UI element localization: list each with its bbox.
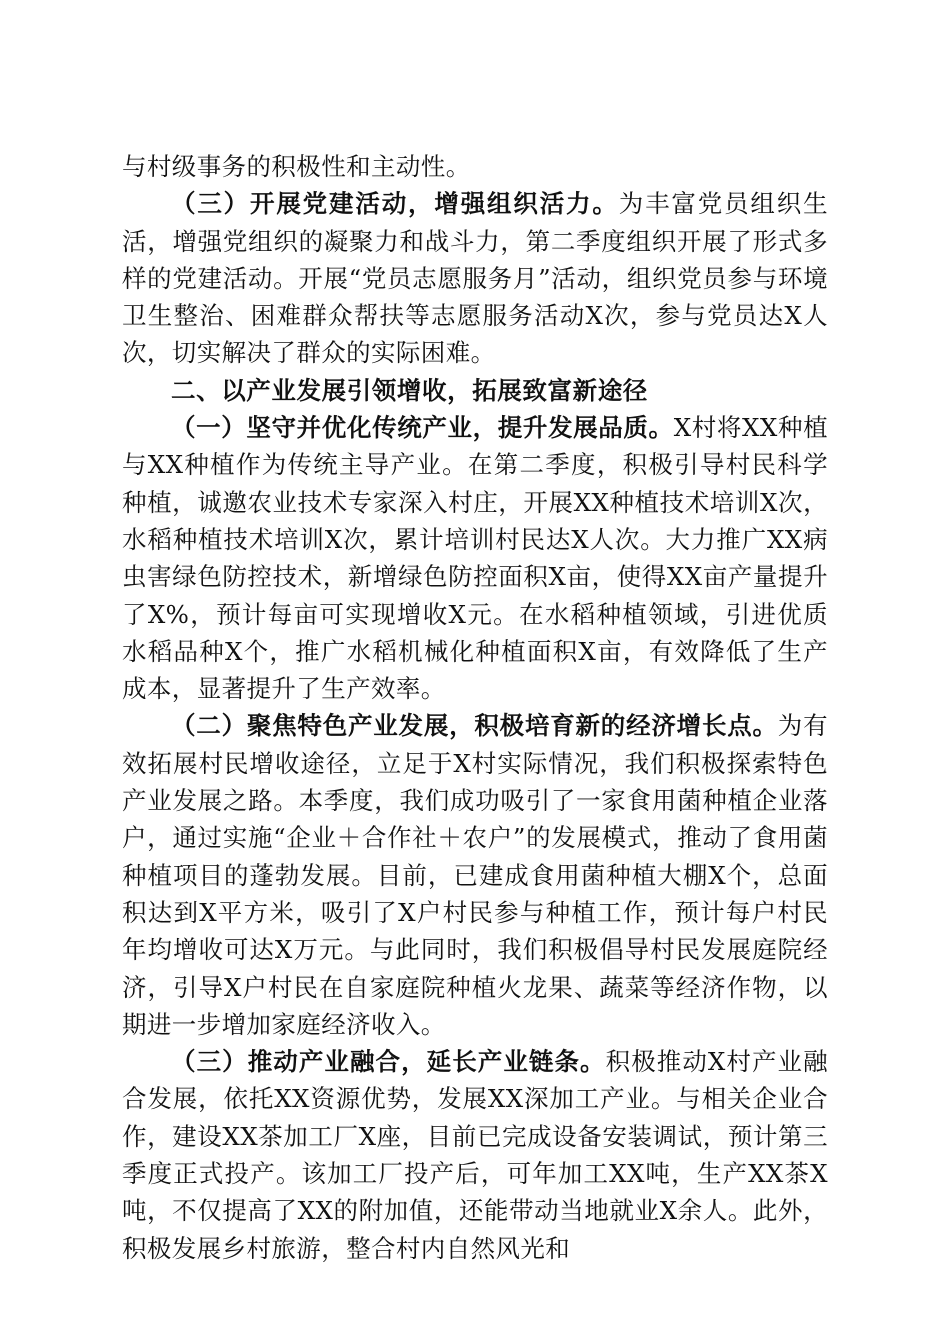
paragraph-body: 为有效拓展村民增收途径，立足于X村实际情况，我们积极探索特色产业发展之路。本季度，我们成功吸引了一家食用菌种植企业落户，通过实施“企业＋合作社＋农户”的发展模式，推动了食用菌种植项目的蓬勃发展。目前，已建成食用菌种植大棚X个，总面积达到X平方米，吸引了X户村民参与种植工作，预计每户村民年均增收可达X万元。与此同时，我们积极倡导村民发展庭院经济，引导X户村民在自家庭院种植火龙果、蔬菜等经济作物，以期进一步增加家庭经济收入。 (122, 711, 828, 1039)
section-heading: 二、以产业发展引领增收，拓展致富新途径 (171, 375, 648, 405)
paragraph-traditional-industry (122, 409, 828, 707)
paragraph-specialty-industry (122, 707, 828, 1043)
document-page (122, 148, 828, 1267)
paragraph-lead: （二）聚焦特色产业发展，积极培育新的经济增长点。 (171, 711, 778, 741)
paragraph-lead: （三）推动产业融合，延长产业链条。 (171, 1047, 606, 1077)
paragraph-body: X村将XX种植与XX种植作为传统主导产业。在第二季度，积极引导村民科学种植，诚邀农业技术专家深入村庄，开展XX种植技术培训X次，水稻种植技术培训X次，累计培训村民达X人次。大力推广XX病虫害绿色防控技术，新增绿色防控面积X亩，使得XX亩产量提升了X%，预计每亩可实现增收X元。在水稻种植领域，引进优质水稻品种X个，推广水稻机械化种植面积X亩，有效降低了生产成本，显著提升了生产效率。 (122, 413, 828, 704)
paragraph-lead: （一）坚守并优化传统产业，提升发展品质。 (171, 413, 674, 443)
paragraph-body: 积极推动X村产业融合发展，依托XX资源优势，发展XX深加工产业。与相关企业合作，建设XX茶加工厂X座，目前已完成设备安装调试，预计第三季度正式投产。该加工厂投产后，可年加工XX吨，生产XX茶X吨，不仅提高了XX的附加值，还能带动当地就业X余人。此外，积极发展乡村旅游，整合村内自然风光和 (122, 1047, 828, 1263)
paragraph-body: 为丰富党员组织生活，增强党组织的凝聚力和战斗力，第二季度组织开展了形式多样的党建活动。开展“党员志愿服务月”活动，组织党员参与环境卫生整治、困难群众帮扶等志愿服务活动X次，参与党员达X人次，切实解决了群众的实际困难。 (122, 189, 828, 368)
paragraph-continuation: 与村级事务的积极性和主动性。 (122, 152, 471, 181)
paragraph-party-building (122, 185, 828, 371)
paragraph-industry-integration (122, 1043, 828, 1267)
paragraph-lead: （三）开展党建活动，增强组织活力。 (171, 189, 619, 219)
